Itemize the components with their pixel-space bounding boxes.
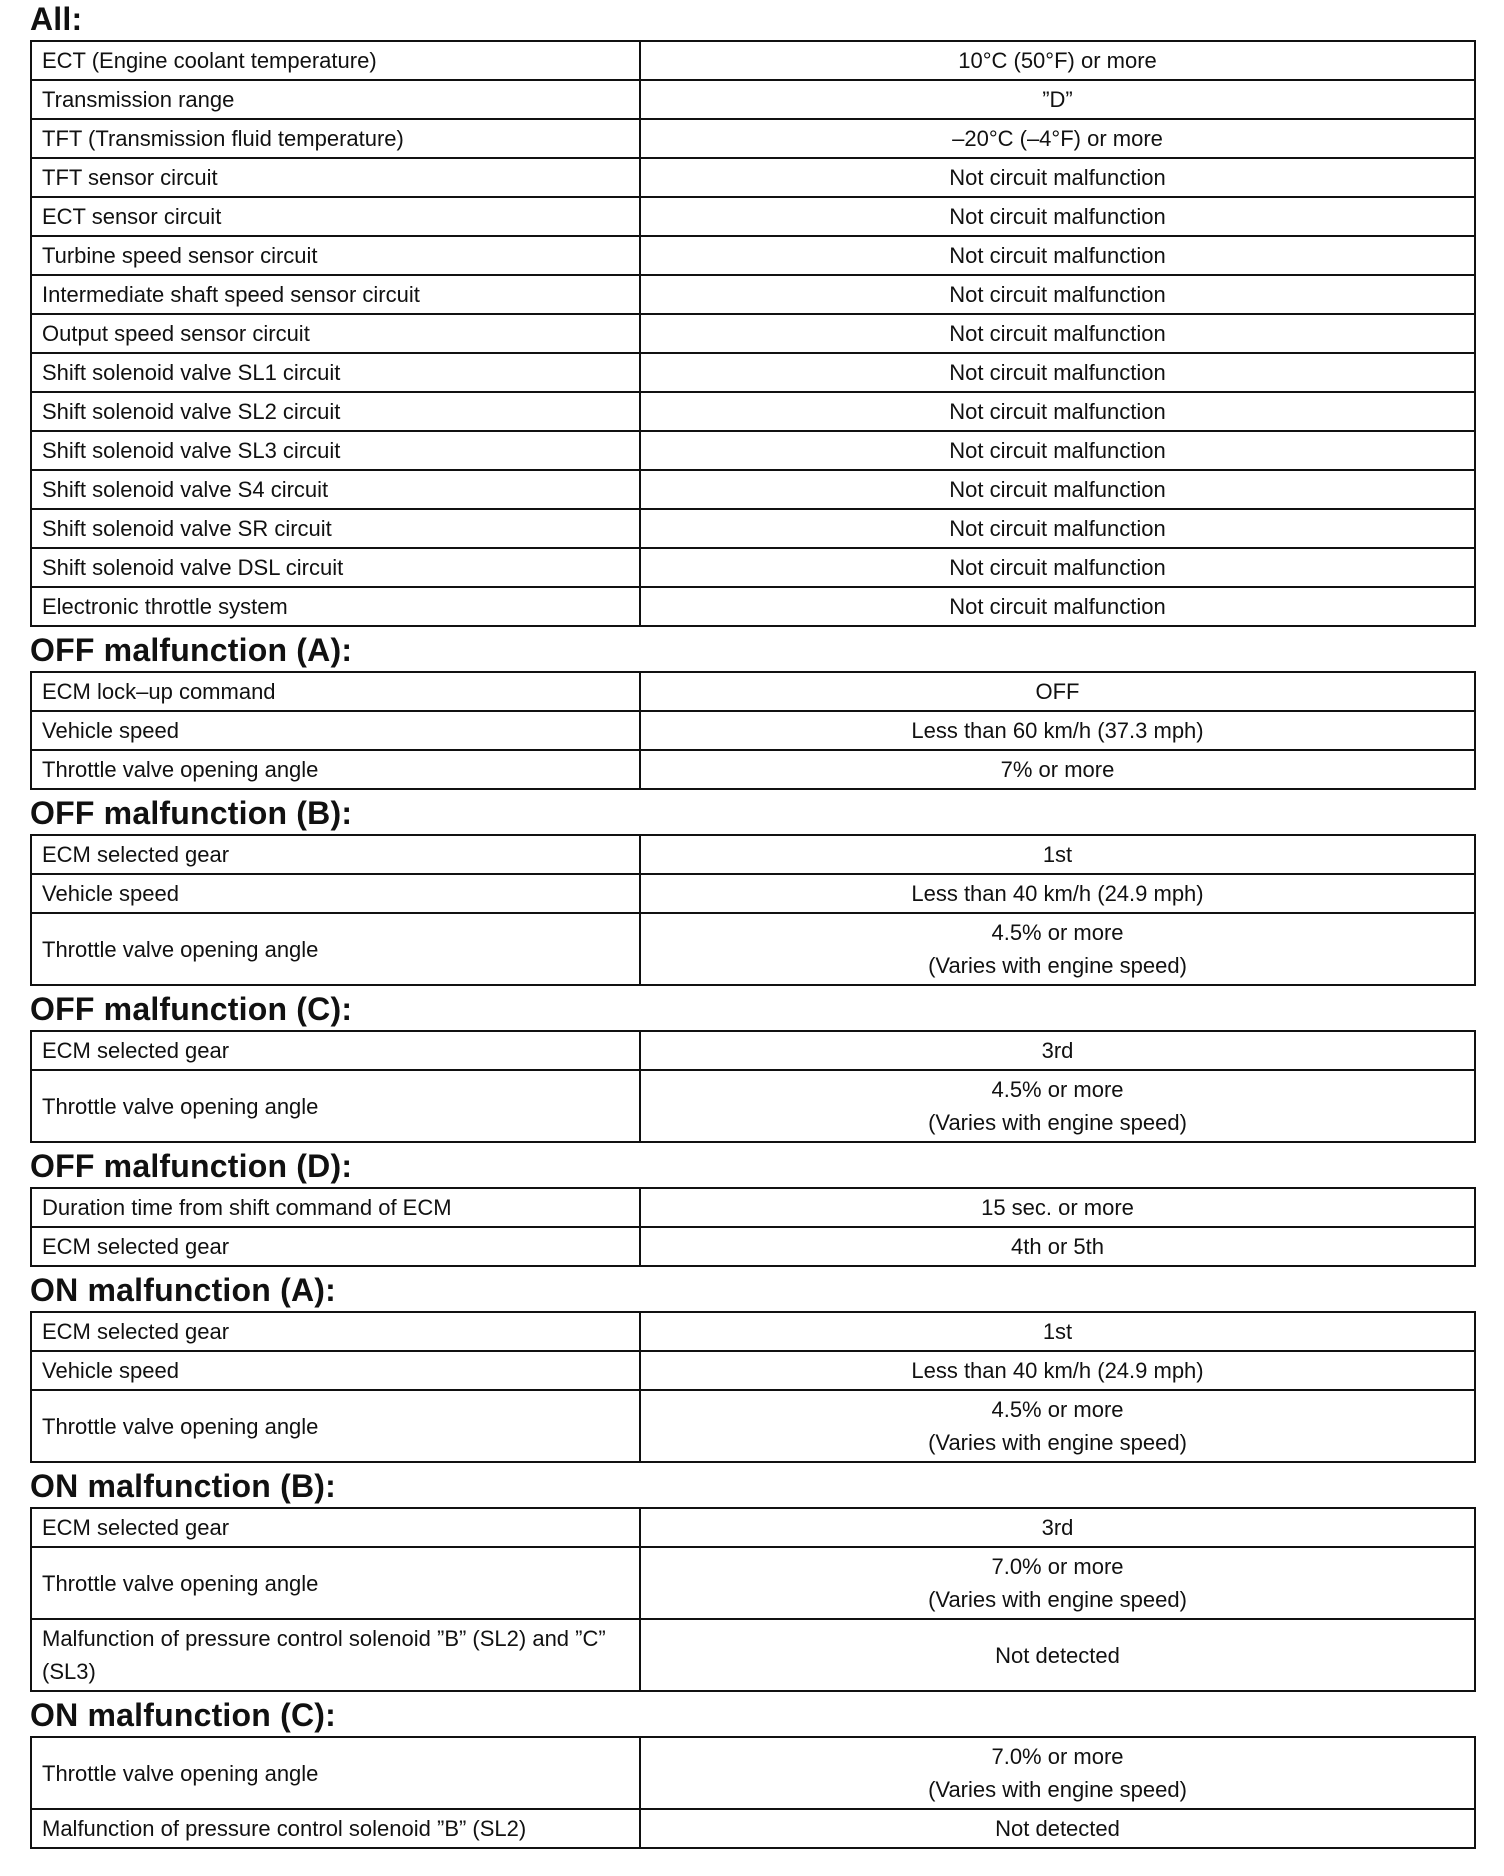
- condition-item: Throttle valve opening angle: [31, 1547, 640, 1619]
- table-row: [31, 119, 1475, 158]
- value-line: 4th or 5th: [1011, 1234, 1104, 1259]
- value-line: 7% or more: [1000, 757, 1115, 782]
- table-row: [31, 509, 1475, 548]
- condition-value: [640, 750, 1475, 789]
- value-line: Not circuit malfunction: [949, 204, 1166, 229]
- value-line: 1st: [1042, 1319, 1073, 1344]
- condition-item: Intermediate shaft speed sensor circuit: [31, 275, 640, 314]
- condition-value: [640, 275, 1475, 314]
- condition-item: TFT (Transmission fluid temperature): [31, 119, 640, 158]
- table-row: [31, 1809, 1475, 1848]
- condition-value: [640, 1227, 1475, 1266]
- condition-value: [640, 711, 1475, 750]
- section-heading: ON malfunction (A):: [30, 1272, 336, 1308]
- table-row: [31, 1070, 1475, 1142]
- table-row: [31, 1619, 1475, 1691]
- condition-table: [30, 1311, 1476, 1463]
- section-heading: OFF malfunction (C):: [30, 991, 353, 1027]
- condition-value: [640, 119, 1475, 158]
- value-line: 10°C (50°F) or more: [958, 48, 1157, 73]
- value-line: Not circuit malfunction: [949, 243, 1166, 268]
- condition-section: [30, 990, 1474, 1143]
- table-row: [31, 750, 1475, 789]
- condition-item: Shift solenoid valve SL1 circuit: [31, 353, 640, 392]
- table-row: [31, 711, 1475, 750]
- value-line: 4.5% or more: [991, 920, 1124, 945]
- table-row: [31, 1188, 1475, 1227]
- value-line: 4.5% or more: [991, 1397, 1124, 1422]
- condition-value: [640, 41, 1475, 80]
- table-row: [31, 913, 1475, 985]
- value-line: 3rd: [1041, 1038, 1074, 1063]
- condition-value: [640, 314, 1475, 353]
- table-row: [31, 41, 1475, 80]
- value-line: 3rd: [1041, 1515, 1074, 1540]
- table-row: [31, 1351, 1475, 1390]
- table-row: [31, 874, 1475, 913]
- condition-item: Shift solenoid valve DSL circuit: [31, 548, 640, 587]
- condition-section: [30, 1271, 1474, 1463]
- value-line: 4.5% or more: [991, 1077, 1124, 1102]
- condition-section: [30, 631, 1474, 790]
- value-line: Not detected: [995, 1642, 1120, 1668]
- condition-item: Throttle valve opening angle: [31, 750, 640, 789]
- value-line: (Varies with engine speed): [928, 1430, 1187, 1455]
- condition-item: Vehicle speed: [31, 711, 640, 750]
- condition-item: Throttle valve opening angle: [31, 1737, 640, 1809]
- condition-value: [640, 1619, 1475, 1691]
- condition-section: [30, 0, 1474, 627]
- condition-table: [30, 834, 1476, 986]
- value-line: Not circuit malfunction: [949, 477, 1166, 502]
- condition-item: Transmission range: [31, 80, 640, 119]
- table-row: [31, 1031, 1475, 1070]
- value-line: Not detected: [995, 1816, 1120, 1841]
- condition-value: [640, 1188, 1475, 1227]
- table-row: [31, 587, 1475, 626]
- condition-value: [640, 587, 1475, 626]
- condition-section: [30, 1696, 1474, 1849]
- value-line: Not circuit malfunction: [949, 594, 1166, 619]
- condition-table: [30, 1030, 1476, 1143]
- condition-value: [640, 509, 1475, 548]
- condition-table: [30, 1736, 1476, 1849]
- value-line: OFF: [1035, 679, 1080, 704]
- value-line: (Varies with engine speed): [928, 1110, 1187, 1135]
- condition-item: Throttle valve opening angle: [31, 1070, 640, 1142]
- table-row: [31, 1547, 1475, 1619]
- condition-item: ECM selected gear: [31, 1031, 640, 1070]
- condition-value: [640, 1312, 1475, 1351]
- value-line: (Varies with engine speed): [928, 953, 1187, 978]
- value-line: Less than 40 km/h (24.9 mph): [911, 1358, 1204, 1383]
- table-row: [31, 197, 1475, 236]
- condition-value: [640, 158, 1475, 197]
- condition-value: [640, 874, 1475, 913]
- value-line: (Varies with engine speed): [928, 1587, 1187, 1612]
- condition-section: [30, 1147, 1474, 1267]
- condition-item: Throttle valve opening angle: [31, 913, 640, 985]
- condition-item: ECM selected gear: [31, 1312, 640, 1351]
- section-heading: All:: [30, 1, 83, 37]
- table-row: [31, 1390, 1475, 1462]
- value-line: 1st: [1042, 842, 1073, 867]
- condition-value: [640, 1737, 1475, 1809]
- condition-item: Shift solenoid valve SR circuit: [31, 509, 640, 548]
- condition-value: [640, 1390, 1475, 1462]
- condition-value: [640, 1351, 1475, 1390]
- value-line: –20°C (–4°F) or more: [952, 126, 1163, 151]
- section-heading: OFF malfunction (A):: [30, 632, 353, 668]
- value-line: Not circuit malfunction: [949, 516, 1166, 541]
- condition-value: [640, 392, 1475, 431]
- value-line: Not circuit malfunction: [949, 321, 1166, 346]
- condition-item: Output speed sensor circuit: [31, 314, 640, 353]
- table-row: [31, 470, 1475, 509]
- condition-item: Shift solenoid valve S4 circuit: [31, 470, 640, 509]
- condition-table: [30, 1187, 1476, 1267]
- condition-value: [640, 548, 1475, 587]
- condition-table: [30, 671, 1476, 790]
- value-line: Less than 40 km/h (24.9 mph): [911, 881, 1204, 906]
- table-row: [31, 548, 1475, 587]
- section-heading: OFF malfunction (B):: [30, 795, 353, 831]
- condition-value: [640, 1070, 1475, 1142]
- condition-item: ECM selected gear: [31, 835, 640, 874]
- condition-item: TFT sensor circuit: [31, 158, 640, 197]
- table-row: [31, 236, 1475, 275]
- condition-item: ECM selected gear: [31, 1227, 640, 1266]
- table-row: [31, 1227, 1475, 1266]
- table-row: [31, 1508, 1475, 1547]
- table-row: [31, 353, 1475, 392]
- value-line: Not circuit malfunction: [949, 399, 1166, 424]
- condition-value: [640, 1809, 1475, 1848]
- condition-value: [640, 1547, 1475, 1619]
- value-line: Less than 60 km/h (37.3 mph): [911, 718, 1204, 743]
- condition-value: [640, 470, 1475, 509]
- value-line: 7.0% or more: [991, 1554, 1124, 1579]
- condition-item: Malfunction of pressure control solenoid ”B” (SL2): [31, 1809, 640, 1848]
- condition-item: Vehicle speed: [31, 874, 640, 913]
- section-heading: OFF malfunction (D):: [30, 1148, 353, 1184]
- table-row: [31, 275, 1475, 314]
- condition-table: [30, 1507, 1476, 1692]
- condition-value: [640, 1031, 1475, 1070]
- value-line: Not circuit malfunction: [949, 282, 1166, 307]
- condition-value: [640, 197, 1475, 236]
- condition-value: [640, 431, 1475, 470]
- condition-section: [30, 1467, 1474, 1692]
- condition-item: Duration time from shift command of ECM: [31, 1188, 640, 1227]
- table-row: [31, 392, 1475, 431]
- table-row: [31, 672, 1475, 711]
- condition-item: ECT sensor circuit: [31, 197, 640, 236]
- condition-item: ECM selected gear: [31, 1508, 640, 1547]
- section-heading: ON malfunction (B):: [30, 1468, 336, 1504]
- condition-item: Vehicle speed: [31, 1351, 640, 1390]
- condition-item: Malfunction of pressure control solenoid ”B” (SL2) and ”C” (SL3): [31, 1619, 640, 1691]
- value-line: Not circuit malfunction: [949, 438, 1166, 463]
- condition-value: [640, 835, 1475, 874]
- value-line: 7.0% or more: [991, 1744, 1124, 1769]
- condition-value: [640, 80, 1475, 119]
- condition-item: Turbine speed sensor circuit: [31, 236, 640, 275]
- value-line: Not circuit malfunction: [949, 555, 1166, 580]
- table-row: [31, 158, 1475, 197]
- value-line: ”D”: [1042, 87, 1073, 112]
- table-row: [31, 1737, 1475, 1809]
- table-row: [31, 314, 1475, 353]
- condition-item: ECM lock–up command: [31, 672, 640, 711]
- value-line: 15 sec. or more: [981, 1195, 1134, 1220]
- value-line: Not circuit malfunction: [949, 165, 1166, 190]
- condition-item: Shift solenoid valve SL3 circuit: [31, 431, 640, 470]
- value-line: Not circuit malfunction: [949, 360, 1166, 385]
- condition-item: Throttle valve opening angle: [31, 1390, 640, 1462]
- condition-value: [640, 672, 1475, 711]
- condition-value: [640, 353, 1475, 392]
- condition-value: [640, 1508, 1475, 1547]
- table-row: [31, 835, 1475, 874]
- condition-table: [30, 40, 1476, 627]
- condition-value: [640, 913, 1475, 985]
- table-row: [31, 1312, 1475, 1351]
- table-row: [31, 80, 1475, 119]
- value-line: (Varies with engine speed): [928, 1777, 1187, 1802]
- condition-value: [640, 236, 1475, 275]
- condition-item: Electronic throttle system: [31, 587, 640, 626]
- condition-item: Shift solenoid valve SL2 circuit: [31, 392, 640, 431]
- condition-section: [30, 794, 1474, 986]
- condition-item: ECT (Engine coolant temperature): [31, 41, 640, 80]
- table-row: [31, 431, 1475, 470]
- section-heading: ON malfunction (C):: [30, 1697, 336, 1733]
